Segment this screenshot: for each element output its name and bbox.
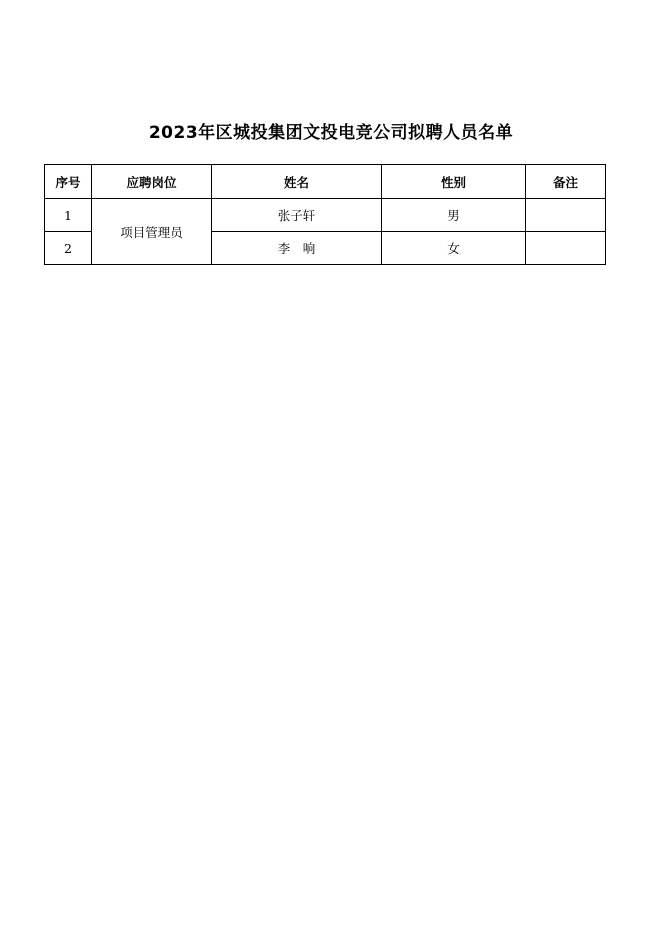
cell-seq: 2 (45, 232, 92, 265)
cell-position: 项目管理员 (92, 199, 212, 265)
header-gender: 性别 (382, 165, 526, 199)
cell-seq: 1 (45, 199, 92, 232)
table-header-row (45, 165, 606, 199)
cell-remarks (526, 232, 606, 265)
cell-remarks (526, 199, 606, 232)
page-title: 2023年区城投集团文投电竞公司拟聘人员名单 (148, 123, 514, 143)
cell-name: 李 响 (212, 232, 382, 265)
header-position: 应聘岗位 (92, 165, 212, 199)
table-row (45, 199, 606, 232)
header-remarks: 备注 (526, 165, 606, 199)
hire-list-table (44, 164, 606, 265)
cell-gender: 女 (382, 232, 526, 265)
cell-gender: 男 (382, 199, 526, 232)
cell-name: 张子轩 (212, 199, 382, 232)
header-name: 姓名 (212, 165, 382, 199)
header-seq: 序号 (45, 165, 92, 199)
